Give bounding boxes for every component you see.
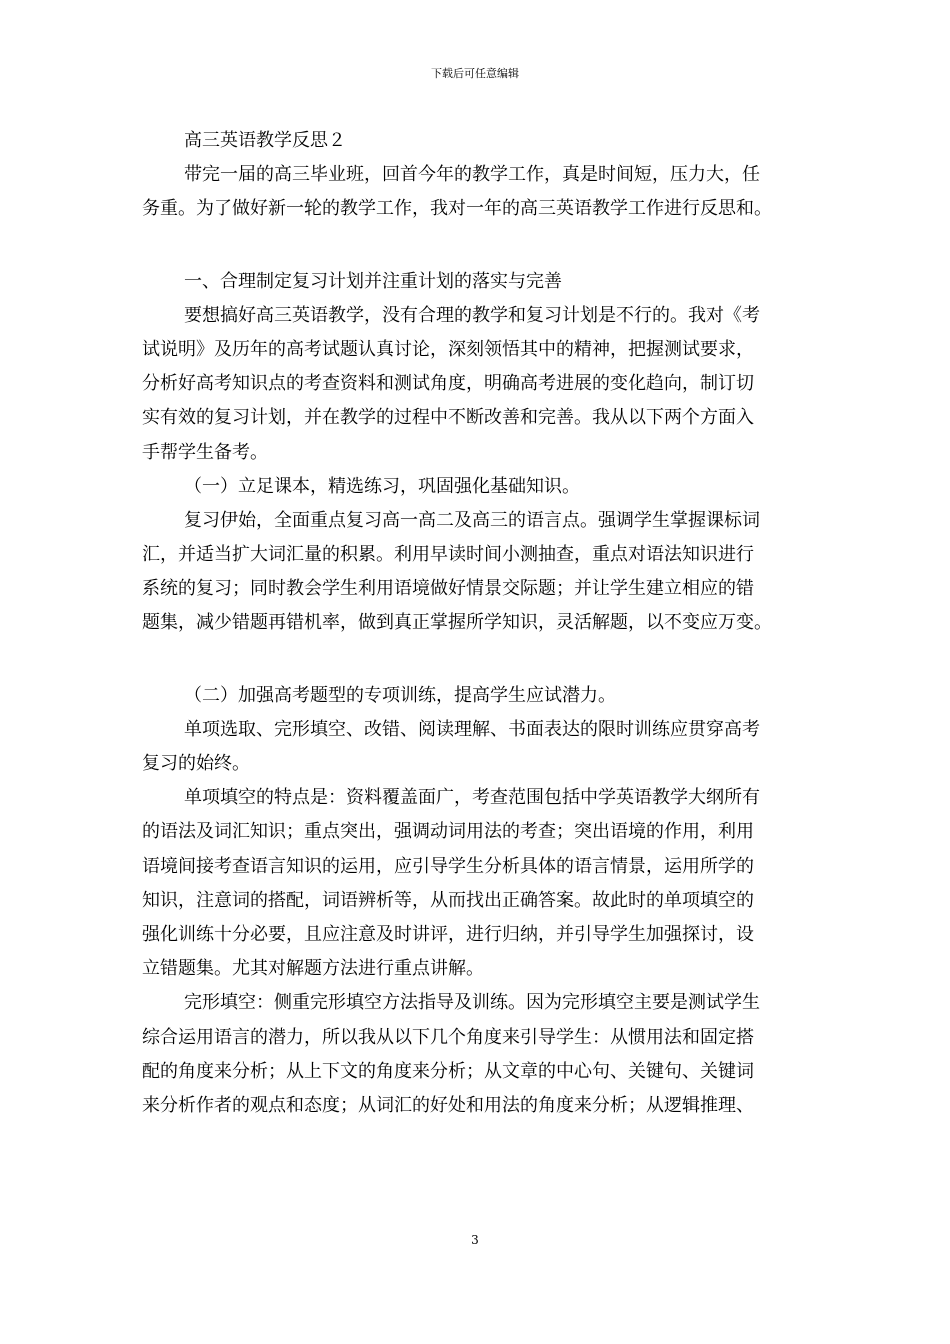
paragraph-line: 配的角度来分析；从上下文的角度来分析；从文章的中心句、关键句、关键词 [142, 1060, 754, 1082]
subsection-heading: （二）加强高考题型的专项训练，提高学生应试潜力。 [184, 684, 616, 706]
section-heading: 一、合理制定复习计划并注重计划的落实与完善 [184, 270, 562, 292]
paragraph-line: 来分析作者的观点和态度；从词汇的好处和用法的角度来分析；从逻辑推理、 [142, 1094, 754, 1116]
paragraph-line: 综合运用语言的潜力，所以我从以下几个角度来引导学生：从惯用法和固定搭 [142, 1026, 754, 1048]
paragraph-line: 分析好高考知识点的考查资料和测试角度，明确高考进展的变化趋向，制订切 [142, 373, 754, 395]
paragraph-line: 完形填空：侧重完形填空方法指导及训练。因为完形填空主要是测试学生 [184, 992, 760, 1014]
paragraph-line: 复习的始终。 [142, 753, 250, 774]
paragraph-line: 要想搞好高三英语教学，没有合理的教学和复习计划是不行的。我对《考 [184, 304, 760, 326]
document-title: 高三英语教学反思２ [184, 130, 346, 151]
intro-line: 带完一届的高三毕业班，回首今年的教学工作，真是时间短，压力大，任 [184, 164, 760, 186]
page-header: 下载后可任意编辑 [431, 67, 519, 80]
paragraph-line: 立错题集。尤其对解题方法进行重点讲解。 [142, 958, 484, 980]
subsection-heading: （一）立足课本，精选练习，巩固强化基础知识。 [184, 475, 580, 497]
paragraph-line: 单项填空的特点是：资料覆盖面广，考查范围包括中学英语教学大纲所有 [184, 787, 760, 809]
paragraph-line: 实有效的复习计划，并在教学的过程中不断改善和完善。我从以下两个方面入 [142, 407, 754, 429]
paragraph-line: 复习伊始，全面重点复习高一高二及高三的语言点。强调学生掌握课标词 [184, 509, 760, 531]
paragraph-line: 试说明》及历年的高考试题认真讨论，深刻领悟其中的精神，把握测试要求， [142, 338, 754, 360]
paragraph-line: 知识，注意词的搭配，词语辨析等，从而找出正确答案。故此时的单项填空的 [142, 889, 754, 911]
paragraph-line: 题集，减少错题再错机率，做到真正掌握所学知识，灵活解题，以不变应万变。 [142, 612, 772, 634]
page-number: 3 [471, 1233, 479, 1247]
paragraph-line: 手帮学生备考。 [142, 441, 268, 463]
document-body [142, 124, 812, 1123]
paragraph-line: 单项选取、完形填空、改错、阅读理解、书面表达的限时训练应贯穿高考 [184, 718, 760, 740]
paragraph-gap [142, 641, 812, 679]
intro-line: 务重。为了做好新一轮的教学工作，我对一年的高三英语教学工作进行反思和。 [142, 198, 772, 220]
paragraph-line: 汇，并适当扩大词汇量的积累。利用早读时间小测抽查，重点对语法知识进行 [142, 544, 754, 566]
paragraph-line: 语境间接考查语言知识的运用，应引导学生分析具体的语言情景，运用所学的 [142, 855, 754, 877]
paragraph-gap [142, 227, 812, 265]
paragraph-line: 的语法及词汇知识；重点突出，强调动词用法的考查；突出语境的作用，利用 [142, 821, 754, 843]
paragraph-line: 系统的复习；同时教会学生利用语境做好情景交际题；并让学生建立相应的错 [142, 578, 754, 600]
paragraph-line: 强化训练十分必要，且应注意及时讲评，进行归纳，并引导学生加强探讨，设 [142, 923, 754, 945]
